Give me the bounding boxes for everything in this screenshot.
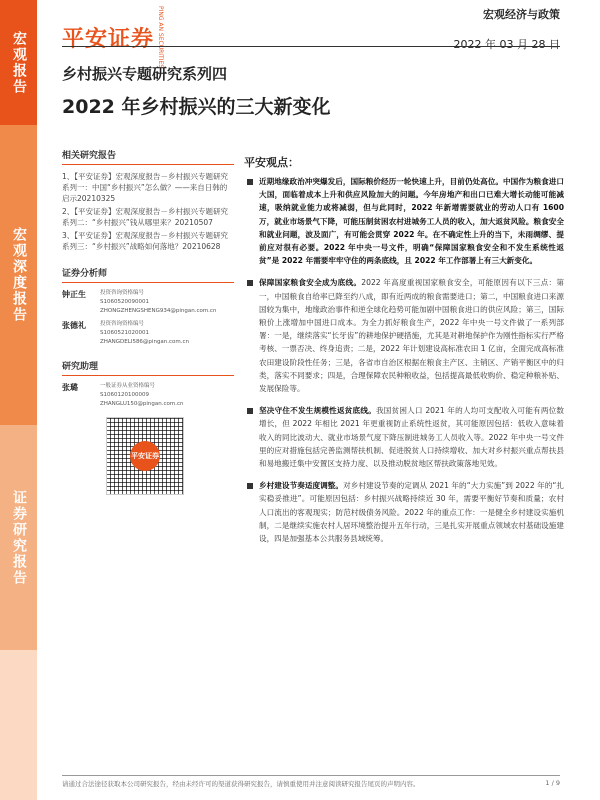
sidebar-label: 宏观深度报告 — [11, 227, 27, 323]
assistant-license-no: S1060120100009 — [100, 392, 149, 398]
related-report-link[interactable]: 1、【平安证券】宏观深度报告－乡村振兴专题研究系列一：中国“乡村振兴”怎么做？——来自日韩的启示20210325 — [62, 172, 229, 203]
paragraph-lead: 近期地缘政治冲突爆发后，国际粮价经历一轮快速上升，目前仍处高位。中国作为粮食进口大国，面临着成本上升和供应风险加大的问题。今年房地产和出口已难大增长动能可能减速，吸纳就业能力或将减弱，但与此同时，2022 年新增需要就业的劳动人口有 1600 万，就业市场景气下降，可能压制贫困农村进城务工人员的收入，加大返贫风险。粮食安全和就业问题，波及面广，有可能会贯穿 2022 年。在不确定性上升的当下，未雨绸缪、提前应对很有必要。2022 年中央一号文件，明确“保障国家粮食安全和不发生系统性返贫”是 2022 年需要牢牢守住的两条底线，且 2022 年工作部署上有三大新变化。 — [259, 177, 564, 266]
sidebar — [0, 0, 37, 800]
viewpoint-paragraph — [244, 175, 564, 267]
sidebar-report-depth — [0, 125, 37, 425]
analyst-info — [100, 320, 189, 347]
assistant-email[interactable]: ZHANGLU150@pingan.com.cn — [100, 401, 184, 407]
viewpoint-paragraph — [244, 404, 564, 470]
viewpoint-paragraph — [244, 276, 564, 395]
series-title: 乡村振兴专题研究系列四 — [62, 65, 228, 83]
qr-logo — [130, 441, 160, 471]
viewpoint-heading: 平安观点： — [244, 156, 299, 169]
analyst-entry — [62, 320, 234, 347]
related-reports-heading: 相关研究报告 — [62, 148, 234, 165]
footer-disclaimer: 请通过合法途径获取本公司研究报告，经由未经许可的渠道获得研究报告，请慎重使用并注意阅读研究报告尾页的声明内容。 — [62, 780, 420, 788]
page-title: 2022 年乡村振兴的三大新变化 — [62, 96, 331, 118]
assistant-license-label: 一般证券从业资格编号 — [100, 383, 156, 389]
analyst-name: 钟正生 — [62, 290, 86, 299]
sidebar-report-class — [0, 425, 37, 650]
related-report-link[interactable]: 3、【平安证券】宏观深度报告－乡村振兴专题研究系列三：“乡村振兴”战略如何落地？20210628 — [62, 231, 229, 251]
analyst-license-label: 投资咨询资格编号 — [100, 290, 145, 296]
paragraph-body: 对乡村建设节奏的定调从 2021 年的“大力实施”到 2022 年的“扎实稳妥推进”。可能原因包括：乡村振兴战略持续近 30 年，需要平衡好节奏和质量；农村人口流出的客观现实；防范村级债务风险。2022 年的重点工作：一是健全乡村建设实施机制，二是继续实施农村人居环境整治提升五年行动，三是扎实开展重点领域农村基础设施建设，四是加强基本公共服务县域统筹。 — [259, 481, 564, 544]
paragraph-lead: 乡村建设节奏适度调整。 — [259, 481, 344, 491]
sidebar-label: 证券研究报告 — [11, 489, 27, 586]
viewpoint-column — [244, 154, 564, 554]
analyst-email[interactable]: ZHANGDELI586@pingan.com.cn — [100, 339, 190, 345]
sidebar-report-type — [0, 0, 37, 125]
page-footer — [62, 775, 560, 788]
viewpoint-paragraph — [244, 479, 564, 545]
analysts-heading: 证券分析师 — [62, 266, 234, 283]
assistant-entry — [62, 382, 234, 409]
related-report-link[interactable]: 2、【平安证券】宏观深度报告－乡村振兴专题研究系列二：“乡村振兴”钱从哪里来？20210507 — [62, 207, 229, 227]
report-date: 2022 年 03 月 28 日 — [453, 38, 560, 51]
logo-en-text: PING AN SECURITIES — [157, 6, 165, 69]
left-column — [62, 148, 234, 495]
brand-logo — [62, 6, 164, 68]
assistant-info — [100, 382, 183, 409]
analyst-email[interactable]: ZHONGZHENGSHENG934@pingan.com.cn — [100, 308, 217, 314]
assistant-name: 张璐 — [62, 383, 78, 392]
assistant-heading: 研究助理 — [62, 359, 234, 376]
sidebar-label: 宏观报告 — [11, 30, 27, 95]
sidebar-blank — [0, 650, 37, 800]
page-number: 1 / 9 — [545, 779, 560, 787]
qr-logo-label: 平安证券 — [131, 451, 159, 460]
analyst-license-no: S1060520090001 — [100, 299, 149, 305]
paragraph-body: 我国贫困人口 2021 年的人均可支配收入可能有两位数增长，但 2022 年相比 2021 年更重视防止系统性返贫，其可能原因包括：低收入意味着收入的同比波动大、就业市场景气度下降压制进城务工人员收入等。2022 年中央一号文件里的应对措施包括完善监测帮扶机制、促进脱贫人口持续增收、加大对乡村振兴重点帮扶县和易地搬迁集中安置区支持力度、以及推动脱贫地区帮扶政策落地见效。 — [259, 406, 564, 469]
analyst-entry — [62, 289, 234, 316]
logo-text: 平安证券 — [62, 26, 155, 52]
analyst-info — [100, 289, 216, 316]
analyst-license-no: S1060521020001 — [100, 330, 149, 336]
header-divider — [62, 46, 560, 47]
analyst-license-label: 投资咨询资格编号 — [100, 321, 145, 327]
paragraph-lead: 保障国家粮食安全成为底线。 — [259, 278, 362, 288]
analyst-name: 张德礼 — [62, 321, 86, 330]
paragraph-lead: 坚决守住不发生规模性返贫底线。 — [259, 406, 376, 416]
qr-code — [106, 417, 184, 495]
report-category: 宏观经济与政策 — [483, 8, 560, 21]
paragraph-body: 2022 年高度重视国家粮食安全，可能原因有以下三点：第一，中国粮食自给率已降至约八成，即有近两成的粮食需要进口；第二，中国粮食进口来源国较为集中，地缘政治事件和逆全球化趋势可能加剧中国粮食进口的供应风险；第三，国际粮价上涨增加中国进口成本。为全力抓好粮食生产，2022 年中央一号文件做了一系列部署：一是，继续落实“长牙齿”的耕地保护硬措施，尤其是对耕地保护作为刚性指标实行严格考核、一票否决、终身追责；二是，2022 年计划建设高标准农田 1 亿亩，全面完成高标准农田建设阶段性任务；三是，各省市自治区根据在粮食主产区、主销区、产销平衡区中的归类，落实不同要求；四是，合理保障农民种粮收益，包括提高最低收购价、稳定种粮补贴、发展保险等。 — [259, 278, 564, 394]
